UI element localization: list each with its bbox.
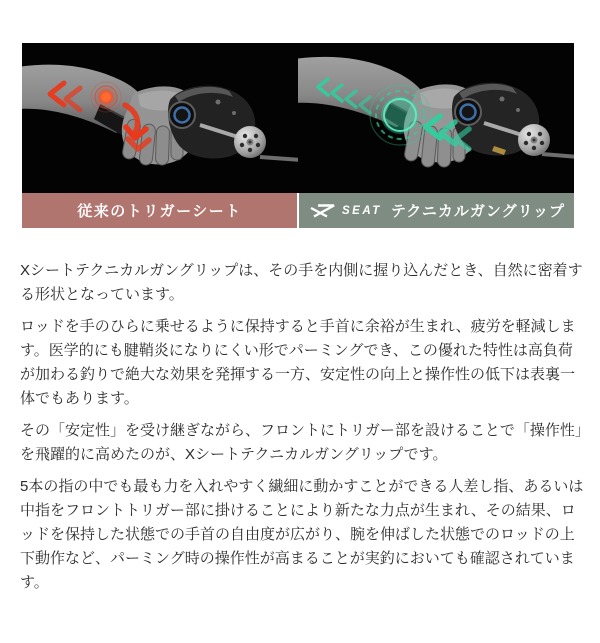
stress-point-glow-icon [91, 82, 121, 112]
xseat-logo [308, 203, 382, 219]
paragraph-palming-fatigue: ロッドを手のひらに乗せるように保持すると手首に余裕が生まれ、疲労を軽減します。医学的にも腱鞘炎になりにくい形でパーミングでき、この優れた特性は高負荷が加わる釣りで絶大な効果を発揮する一方、安定性の向上と操作性の低下は表裏一体でもあります。 [20, 318, 576, 407]
paragraph-front-trigger-benefit: 5本の指の中でも最も力を入れやすく繊細に動かすことができる人差し指、あるいは中指をフロントトリガー部に掛けることにより新たな力点が生まれ、その結果、ロッドを保持した状態での手首の自由度が広がり、腕を伸ばした状態でのロッドの上下動作など、パーミング時の操作性が高まることが実釣においても確認されています。 [20, 478, 584, 591]
paragraph-stability-operability: その「安定性」を受け継ぎながら、フロントにトリガー部を設けることで「操作性」を飛躍的に高めたのが、Xシートテクニカルガングリップです。 [20, 422, 583, 463]
caption-right-label: テクニカルガングリップ [390, 203, 566, 220]
photo-xseat-technical-gun-grip [298, 43, 574, 193]
xseat-logo-text: SEAT [341, 204, 382, 217]
page-root [0, 43, 600, 643]
caption-conventional-trigger-seat [22, 193, 297, 228]
description-text [20, 259, 586, 595]
grip-comparison-section [22, 43, 574, 228]
paragraph-fit-shape: Xシートテクニカルガングリップは、その手を内側に握り込んだとき、自然に密着する形状となっています。 [20, 262, 583, 303]
comparison-photos [22, 43, 574, 193]
caption-xseat-technical-gun-grip [299, 193, 574, 228]
caption-bars [22, 193, 574, 228]
caption-left-label: 従来のトリガーシート [77, 203, 242, 220]
xseat-x-icon [308, 203, 338, 219]
photo-conventional-trigger-seat [22, 43, 298, 193]
